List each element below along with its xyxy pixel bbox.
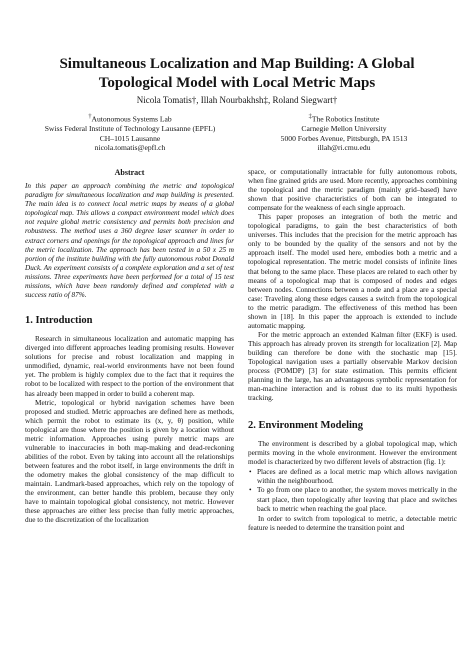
env-paragraph-2: In order to switch from topological to metric, a detectable metric feature is needed to determine the transition point and: [248, 514, 457, 532]
section-heading-introduction: 1. Introduction: [25, 315, 93, 327]
author-email: nicola.tomatis@epfl.ch: [94, 143, 166, 153]
bullet-list: [248, 468, 457, 513]
affiliation-line: ‡The Robotics Institute: [308, 113, 380, 124]
affiliation-line: Swiss Federal Institute of Technology Lausanne (EPFL): [44, 124, 216, 134]
affiliation-line: CH–1015 Lausanne: [99, 133, 161, 143]
intro-paragraph-1: Research in simultaneous localization and automatic mapping has diverged into different approaches leading promising results. However solutions for precise and robust localization and mapping in unmodified, dynamic, real-world environments have not been found yet. The problem is highly complex due to the fact that it requires the robot to be localized with respect to the portion of the environment that has already been mapped in order to build a coherent map.: [25, 335, 234, 398]
author-list: Nicola Tomatis†, Illah Nourbakhsh‡, Roland Siegwart†: [136, 95, 338, 105]
abstract-text: In this paper an approach combining the metric and topological paradigm for simultaneous localization and map building is presented. The main idea is to connect local metric maps by means of a global topological map. This allows a compact environment model which does not require global metric consistency and permits both precision and robustness. The method uses a 360 degree laser scanner in order to extract corners and openings for the topological approach and lines for the metric localization. The approach has been tested in a 50 x 25 m portion of the institute building with the fully autonomous robot Donald Duck. An experiment consists of a complete exploration and a set of test missions. Three experiments have been performed for a total of 15 test missions, which have been randomly defined and completed with a success ratio of 87%.: [25, 182, 234, 300]
intro-paragraph-4: For the metric approach an extended Kalman filter (EKF) is used. This approach has already proven its strength for localization [2]. Map building can therefore be done with the stochastic map [15]. Topological navigation uses a partially observable Markov decision process (POMDP) [3] for state estimation. This permits efficient planning in the large, has an advantageous symbolic representation for man-machine interaction and is robust due to its multi hypothesis tracking.: [248, 330, 457, 403]
section-heading-environment-modeling: 2. Environment Modeling: [248, 420, 364, 432]
left-column: [25, 168, 234, 525]
bullet-icon: •: [249, 468, 252, 477]
author-email: illah@ri.cmu.edu: [317, 143, 371, 153]
intro-paragraph-3: This paper proposes an integration of both the metric and topological paradigms, to gain the best characteristics of both universes. This includes that the precision for the metric approach has only to be bounded by the quality of the sensors and not by the approach itself. The model used here, embodies both a metric and a topological representation. The metric model consists of infinite lines that belong to the same place. These places are related to each other by means of a topological map that is composed of nodes and edges between nodes. Connections between a node and a place are a special case: Traveling along these edges causes a switch from the topological to the metric paradigm. The effectiveness of this method has been shown in [18]. In this paper the approach is extended to include automatic mapping.: [248, 213, 457, 330]
list-item: • To go from one place to another, the system moves metrically in the start place, then topologically after leaving that place and switches back to metric when reaching the goal place.: [249, 486, 457, 513]
env-paragraph-1: The environment is described by a global topological map, which permits moving in the whole environment. However the environment model is characterized by two different levels of abstraction (fig. 1):: [248, 440, 457, 467]
affiliation-line: Carnegie Mellon University: [301, 124, 387, 134]
affiliation-line: 5000 Forbes Avenue, Pittsburgh, PA 1513: [280, 133, 408, 143]
intro-paragraph-continued: space, or computationally intractable for fully autonomous robots, when fine grained grids are used. More recently, approaches combining the topological and the metric paradigm (mainly grid–based) have shown that positive characteristics of both can be integrated to compensate for the weakness of each single approach.: [248, 168, 457, 213]
list-item: • Places are defined as a local metric map which allows navigation within the neighbourhood.: [249, 468, 457, 486]
bullet-icon: •: [249, 486, 252, 495]
intro-paragraph-2: Metric, topological or hybrid navigation schemes have been proposed and studied. Metric approaches are defined here as methods, which permit the robot to estimate its (x, y, θ) position, while topological are those where the position is given by a location without metric information. Approaches using purely metric maps are vulnerable to inaccuracies in both map-making and dead-reckoning abilities of the robot. Even by taking into account all the relationships between features and the robot itself, in large environments the drift in the odometry makes the global consistency of the map difficult to maintain. Landmark-based approaches, which rely on the topology of the environment, can better handle this problem, because they only have to maintain topological global consistency, not metric. However these approaches are either less precise than fully metric approaches, due to the discretization of the localization: [25, 398, 234, 525]
abstract-heading: Abstract: [114, 168, 145, 177]
right-column: [248, 168, 457, 533]
affiliation-line: †Autonomous Systems Lab: [88, 113, 172, 124]
paper-title: Simultaneous Localization and Map Building: A Global Topological Model with Local Metric Maps: [59, 56, 415, 91]
affiliation-cmu: [244, 112, 444, 153]
affiliation-epfl: [30, 112, 230, 153]
